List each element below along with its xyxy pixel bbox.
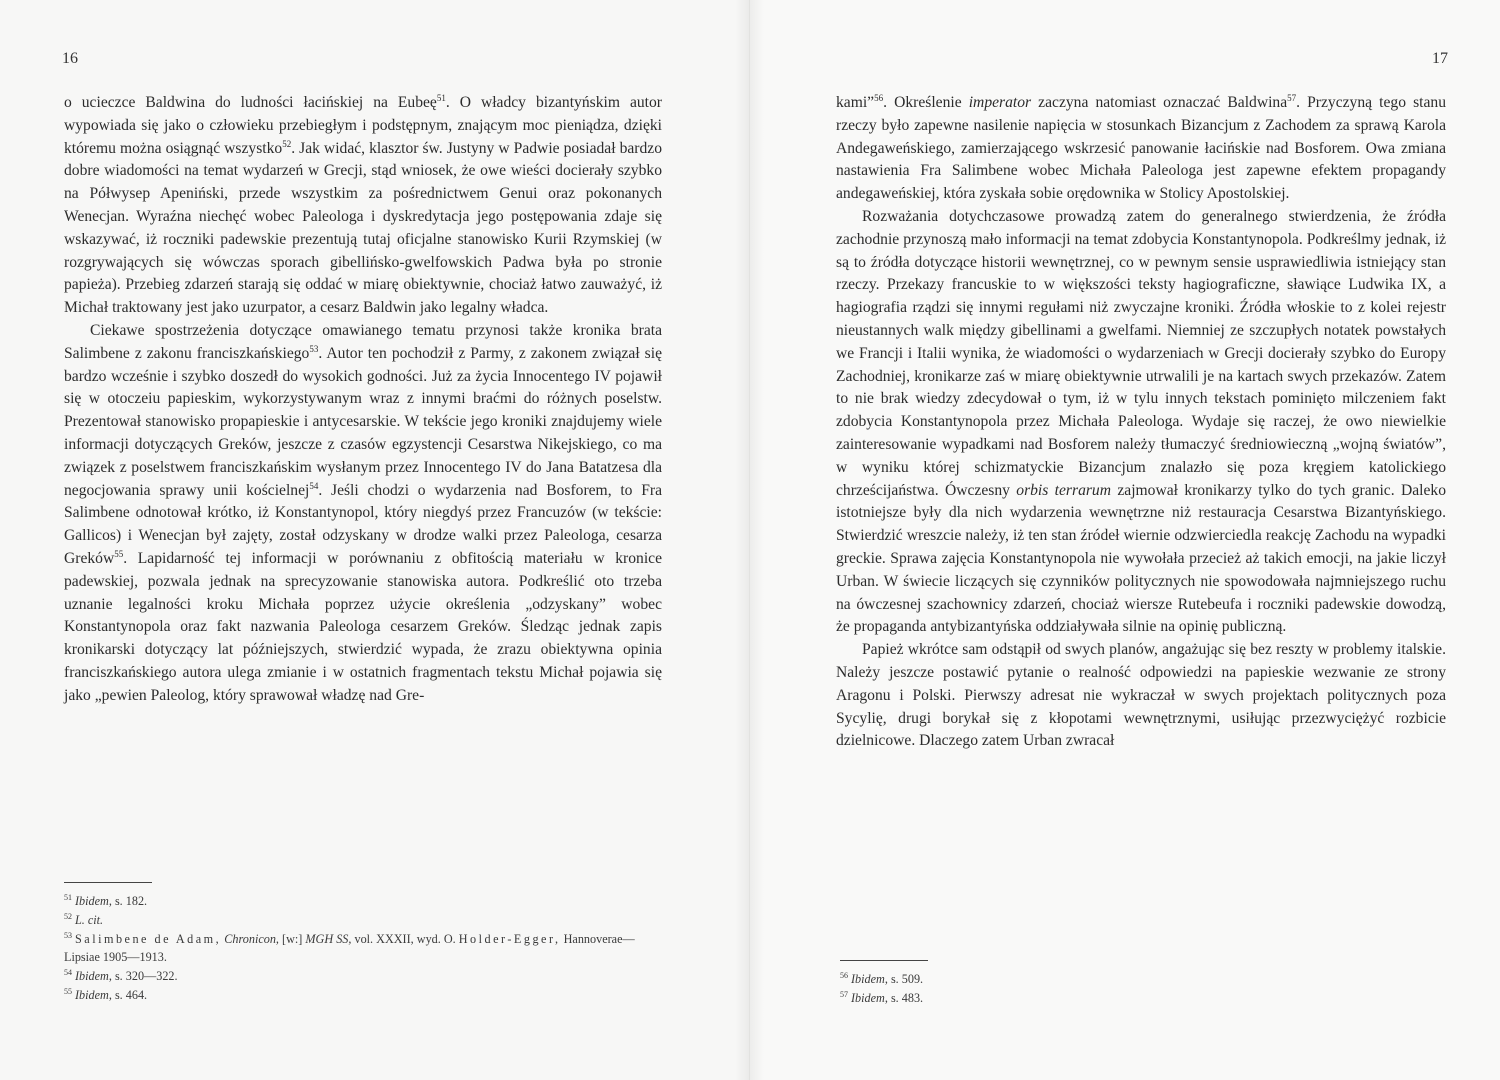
- footnote-divider: [64, 882, 152, 883]
- paragraph: Rozważania dotychczasowe prowadzą zatem do generalnego stwierdzenia, że źródła zachodnie przynoszą mało informacji na temat zdobycia Konstantynopola. Podkreślmy jednak, iż są to źródła dotyczące historii wewnętrznej, co w pewnym sensie usprawiedliwia istniejący stan rzeczy. Przekazy francuskie to w większości teksty hagiograficzne, sławiące Ludwika IX, a hagiografia rządzi się innymi regułami niż zwyczajne kroniki. Źródła włoskie to z kolei rejestr nieustannych walk między gibellinami a gwelfami. Niemniej ze szczupłych notatek powstałych we Francji i Italii wynika, że wiadomości o wydarzeniach w Grecji docierały szybko do Europy Zachodniej, kronikarze zaś w miarę obiektywnie utrwalili je na kartach swych przekazów. Zatem to nie brak wiedzy zdecydował o tym, iż w tylu innych tekstach pominięto milczeniem fakt zdobycia Konstantynopola przez Michała Paleologa. Wydaje się raczej, że owo niewielkie zainteresowanie wypadkami nad Bosforem należy tłumaczyć średniowieczną „wojną światów”, w wyniku której schizmatyckie Bizancjum znalazło się poza kręgiem katolickiego chrześcijaństwa. Ówczesny orbis terrarum zajmował kronikarzy tylko do tych granic. Daleko istotniejsze były dla nich wydarzenia wewnętrzne niż restauracja Cesarstwa Bizantyńskiego. Stwierdzić wreszcie należy, iż ten stan źródeł wiernie odzwierciedla reakcję Zachodu na wypadki greckie. Sprawa zajęcia Konstantynopola nie wywołała przecież aż takich emocji, na jakie liczył Urban. W świecie liczących się czynników politycznych nie spowodowała najmniejszego ruchu na ówczesnej szachownicy zdarzeń, chociaż wiersze Rutebeufa i roczniki padewskie dowodzą, że propaganda antybizantyńska oddziaływała silnie na opinię publiczną.: [836, 207, 1446, 636]
- paragraph: Papież wkrótce sam odstąpił od swych planów, angażując się bez reszty w problemy italskie. Należy jeszcze postawić pytanie o realność odpowiedzi na papieskie wezwanie ze strony Aragonu i Polski. Pierwszy adresat nie wykraczał w swych projektach politycznych poza Sycylię, drugi borykał się z kłopotami wewnętrznymi, usiłując przezwyciężyć rozbicie dzielnicowe. Dlaczego zatem Urban zwracał: [836, 641, 1446, 750]
- footnote: $^{56}$ Ibidem, s. 509.: [840, 970, 924, 986]
- left-body-text: [64, 92, 662, 708]
- footnote-divider: [840, 960, 928, 961]
- footnote-ref[interactable]: 52: [282, 138, 292, 149]
- footnote: $^{53}$ Salimbene de Adam, Chronicon, [w:] MGH SS, vol. XXXII, wyd. O. Holder-Egger, Hannoverae—Lipsiae 1905—1913.: [64, 930, 635, 965]
- footnote-ref[interactable]: 57: [1287, 92, 1297, 103]
- page-number-left: 16: [62, 50, 78, 67]
- paragraph: kami”$^{56}$. Określenie imperator zaczyna natomiast oznaczać Baldwina$^{57}$. Przyczyną tego stanu rzeczy było zapewne nasilenie napięcia w stosunkach Bizancjum z Zachodem za sprawą Karola Andegaweńskiego, zamierzającego wskrzesić panowanie łacińskie nad Bosforem. Owa zmiana nastawienia Fra Salimbene wobec Michała Paleologa jest zapewne efektem propagandy andegaweńskiej, która zyskała sobie orędownika w Stolicy Apostolskiej.: [836, 92, 1446, 203]
- gutter-shadow: [735, 0, 749, 1080]
- footnote-ref[interactable]: 55: [114, 548, 124, 559]
- footnote: $^{51}$ Ibidem, s. 182.: [64, 892, 148, 908]
- gutter-shadow: [750, 0, 764, 1080]
- footnote-ref[interactable]: 51: [436, 92, 446, 103]
- footnote-ref[interactable]: 54: [309, 480, 319, 491]
- paragraph: o ucieczce Baldwina do ludności łacińskiej na Eubeę$^{51}$. O władcy bizantyńskim autor wypowiada się jako o człowieku przebiegłym i podstępnym, znającym moc pieniądza, dzięki któremu można osiągnąć wszystko$^{52}$. Jak widać, klasztor św. Justyny w Padwie posiadał bardzo dobre wiadomości na temat wydarzeń w Grecji, stąd wniosek, że owe wieści docierały szybko na Półwysep Apeniński, przede wszystkim za pośrednictwem Genui oraz pokonanych Wenecjan. Wyraźna niechęć wobec Paleologa i dyskredytacja jego postępowania zdaje się wskazywać, iż roczniki padewskie prezentują tutaj oficjalne stanowisko Kurii Rzymskiej (w rozgrywających się wówczas sporach gibellińsko-gwelfowskich Padwa była po stronie papieża). Przebieg zdarzeń starają się oddać w miarę obiektywnie, chociaż łatwo zauważyć, iż Michał traktowany jest jako uzurpator, a cesarz Baldwin jako legalny władca.: [64, 92, 663, 317]
- right-body-text: [836, 92, 1446, 753]
- page-number-right: 17: [1432, 50, 1448, 67]
- footnote-ref[interactable]: 56: [874, 92, 884, 103]
- footnote: $^{55}$ Ibidem, s. 464.: [64, 986, 148, 1002]
- footnote-ref[interactable]: 53: [309, 343, 319, 354]
- footnotes-right: [840, 970, 1440, 1008]
- footnotes-left: [64, 892, 664, 1005]
- footnote: $^{52}$ L. cit.: [64, 911, 104, 927]
- paragraph: Ciekawe spostrzeżenia dotyczące omawianego tematu przynosi także kronika brata Salimbene z zakonu franciszkańskiego$^{53}$. Autor ten pochodził z Parmy, z zakonem związał się bardzo wcześnie i szybko doszedł do wysokich godności. Już za życia Innocentego IV pojawił się w otoczeiu papieskim, wykorzystywanym wraz z innymi braćmi do różnych poselstw. Prezentował stanowisko propapieskie i antycesarskie. W tekście jego kroniki znajdujemy wiele informacji dotyczących Greków, jeszcze z czasów egzystencji Cesarstwa Nikejskiego, co ma związek z poselstwem franciszkańskim wysłanym przez Innocentego IV do Jana Batatzesa dla negocjowania sprawy unii kościelnej$^{54}$. Jeśli chodzi o wydarzenia nad Bosforem, to Fra Salimbene odnotował krótko, iż Konstantynopol, który niegdyś przez Francuzów (w tekście: Gallicos) i Wenecjan był zajęty, został odzyskany w drodze walki przez Paleologa, cesarza Greków$^{55}$. Lapidarność tej informacji w porównaniu z obfitością materiału w kronice padewskiej, pozwala jednak na sprecyzowanie stanowiska autora. Podkreślić oto trzeba uznanie legalności kroku Michała poprzez użycie określenia „odzyskany” wobec Konstantynopola oraz fakt nazwania Paleologa cesarzem Greków. Śledząc jednak zapis kronikarski dotyczący lat późniejszych, stwierdzić wypada, że zrazu obiektywna opinia franciszkańskiego autora ulega zmianie i w ostatnich fragmentach tekstu Michał pojawia się jako „pewien Paleolog, który sprawował władzę nad Gre-: [64, 321, 662, 704]
- footnote: $^{54}$ Ibidem, s. 320—322.: [64, 968, 178, 984]
- right-page: [750, 0, 1500, 1080]
- footnote: $^{57}$ Ibidem, s. 483.: [840, 989, 924, 1005]
